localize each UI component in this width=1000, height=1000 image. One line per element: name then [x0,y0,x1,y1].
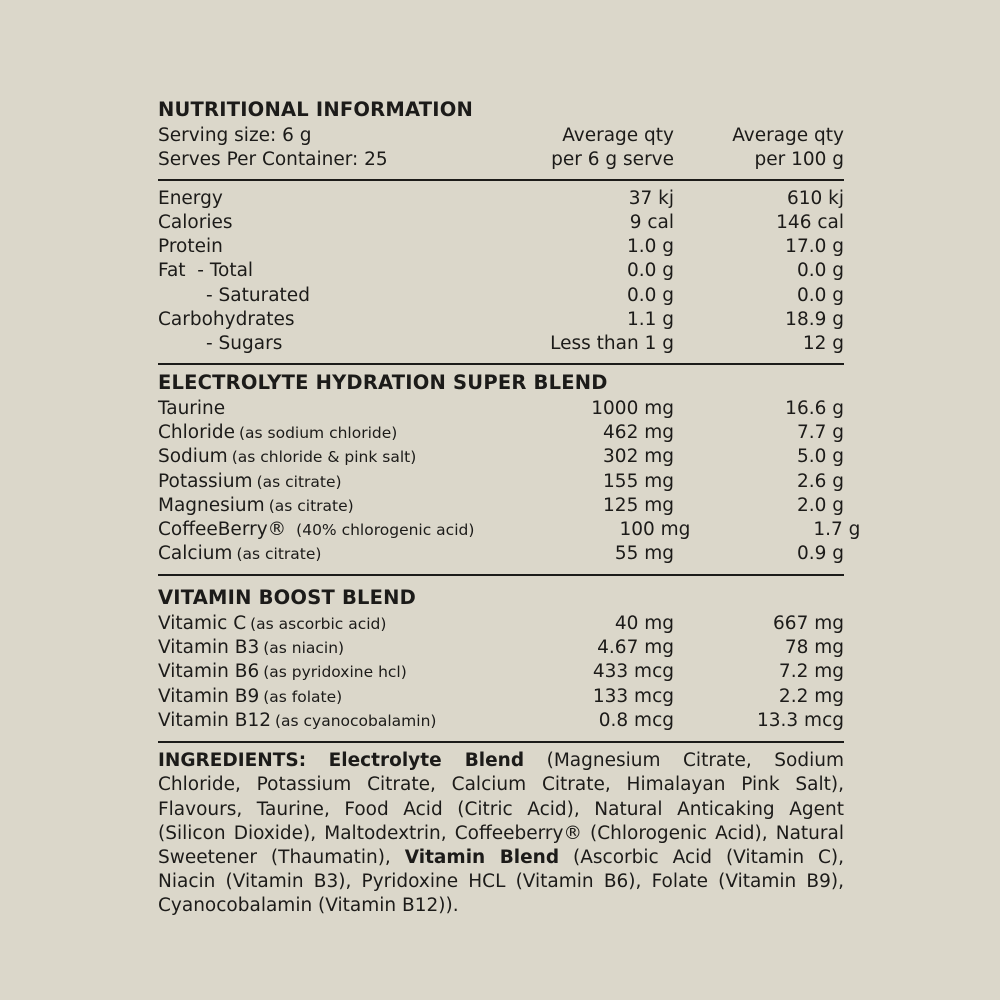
per-100g-value: 7.7 g [796,421,844,443]
table-row [158,494,844,518]
electrolyte-table [158,397,861,567]
per-serve-value: 4.67 mg [597,637,674,659]
divider [158,741,844,743]
per-serve-value: 302 mg [603,446,674,468]
per-serve-value: 125 mg [603,494,674,516]
per-100g-value: 78 mg [784,637,844,659]
ingredient-cell [158,612,458,636]
nutrient-name: - Saturated [206,284,310,306]
nutrient-name: Calories [158,211,233,233]
ingredient-qualifier: (as niacin) [263,639,345,658]
per-serve-value: 9 cal [629,211,674,233]
per-serve-value: 1.0 g [626,236,674,258]
per-100g-value: 16.6 g [785,397,844,419]
table-header [158,124,844,173]
ingredient-qualifier: (as sodium chloride) [238,423,398,442]
per-serve-value: 0.8 mcg [598,709,674,731]
vitamin-heading: VITAMIN BOOST BLEND [158,585,417,609]
vitamin-blend-label: Vitamin Blend [404,847,560,869]
nutrition-table [158,187,844,357]
table-row [158,685,844,709]
per-100g-value: 12 g [802,333,844,355]
ingredient-name: Potassium [158,470,253,492]
per-serve-value: 462 mg [603,421,674,443]
per-serve-value: 433 mcg [592,661,674,683]
ingredient-name: Vitamin B9 [158,685,260,707]
table-row [158,636,844,660]
nutrient-name: Fat - Total [158,260,254,282]
table-row [158,421,844,445]
col3-header-line2: per 100 g [754,149,844,171]
ingredient-name: Vitamin B12 [158,709,271,731]
ingredient-name: CoffeeBerry® [158,519,287,541]
per-serve-value: 0.0 g [626,284,674,306]
table-row [158,612,844,636]
ingredient-name: Vitamin B6 [158,661,260,683]
nutrient-name: Carbohydrates [158,309,295,331]
per-serve-value: 37 kj [628,187,674,209]
divider [158,363,844,365]
table-row [158,445,844,469]
per-100g-value: 1.7 g [813,519,861,541]
per-serve-value: 55 mg [614,543,674,565]
ingredient-cell [158,542,458,566]
ingredients-body-1: (Magnesium Citrate, Sodium Chloride, Potassium Citrate, Calcium Citrate, Himalayan Pink Salt), Flavours, Taurine, Food Acid (Citric Acid), Natural Anticaking Agent (Silicon Dioxide), Maltodextrin, Coffeeberry® (Chlorogenic Acid), Natural Sweetener (Thaumatin), [158,750,844,869]
ingredient-cell [158,685,458,709]
divider [158,574,844,576]
per-100g-value: 0.0 g [796,284,844,306]
per-100g-value: 0.0 g [796,260,844,282]
per-100g-value: 5.0 g [796,446,844,468]
ingredient-qualifier: (as citrate) [268,496,354,515]
serves-per-container: Serves Per Container: 25 [158,149,388,171]
ingredient-qualifier: (as chloride & pink salt) [231,448,417,467]
per-serve-value: 100 mg [619,519,691,541]
table-row [158,470,844,494]
per-serve-value: 155 mg [603,470,674,492]
ingredient-qualifier: (as pyridoxine hcl) [263,663,407,682]
electrolyte-blend-label: Electrolyte Blend [328,750,525,772]
vitamin-table [158,612,844,733]
ingredient-qualifier: (as citrate) [256,472,342,491]
table-row [158,187,844,211]
table-row [158,284,844,308]
per-100g-value: 18.9 g [785,309,844,331]
col2-header-line1: Average qty [562,125,674,146]
ingredient-cell [158,421,458,445]
ingredient-cell [158,470,458,494]
ingredient-cell [158,518,474,542]
table-row [158,235,844,259]
per-serve-value: 0.0 g [626,260,674,282]
ingredient-cell [158,660,458,684]
table-row [158,259,844,283]
ingredient-qualifier: (as citrate) [236,545,322,564]
per-serve-value: 133 mcg [592,685,674,707]
per-100g-value: 610 kj [786,187,844,209]
table-row [158,397,844,421]
table-row [158,518,861,542]
nutrient-name: - Sugars [206,333,283,355]
ingredient-name: Taurine [158,397,226,419]
per-100g-value: 13.3 mcg [756,709,844,731]
col3-header-line1: Average qty [732,125,844,146]
serving-size: Serving size: 6 g [158,125,312,146]
ingredient-qualifier: (as cyanocobalamin) [274,711,437,730]
per-serve-value: Less than 1 g [550,333,674,355]
divider [158,179,844,181]
nutrient-name: Energy [158,187,223,209]
per-100g-value: 146 cal [776,211,844,233]
per-100g-value: 667 mg [773,612,844,634]
ingredient-name: Sodium [158,446,228,468]
ingredient-name: Vitamic C [158,612,247,634]
per-serve-value: 1.1 g [626,309,674,331]
ingredient-qualifier: (as folate) [263,687,343,706]
ingredient-qualifier: (40% chlorogenic acid) [296,521,475,540]
panel-title: NUTRITIONAL INFORMATION [158,98,474,121]
per-100g-value: 2.0 g [796,494,844,516]
table-row [158,308,844,332]
table-row [158,709,844,733]
ingredient-name: Vitamin B3 [158,637,260,659]
per-100g-value: 0.9 g [796,543,844,565]
ingredient-cell [158,494,458,518]
ingredient-name: Calcium [158,543,233,565]
per-100g-value: 2.6 g [796,470,844,492]
table-row [158,660,844,684]
ingredient-cell [158,445,458,469]
ingredients-text [158,749,844,918]
ingredients-body-2: (Ascorbic Acid (Vitamin C), Niacin (Vitamin B3), Pyridoxine HCL (Vitamin B6), Folate (Vitamin B9), Cyanocobalamin (Vitamin B12)). [158,847,845,917]
ingredient-name: Chloride [158,421,235,443]
ingredient-cell [158,397,458,421]
ingredient-qualifier: (as ascorbic acid) [250,614,387,633]
table-row [158,211,844,235]
nutrition-panel [158,96,861,919]
ingredient-name: Magnesium [158,494,265,516]
ingredients-label: INGREDIENTS: [158,750,307,772]
col2-header-line2: per 6 g serve [551,149,674,171]
ingredient-cell [158,636,458,660]
per-serve-value: 40 mg [614,612,674,634]
ingredient-cell [158,709,458,733]
table-row [158,542,844,566]
nutrient-name: Protein [158,236,223,258]
electrolyte-heading: ELECTROLYTE HYDRATION SUPER BLEND [158,370,608,394]
per-100g-value: 2.2 mg [778,685,844,707]
per-serve-value: 1000 mg [591,397,674,419]
table-row [158,332,844,356]
per-100g-value: 17.0 g [785,236,844,258]
per-100g-value: 7.2 mg [778,661,844,683]
